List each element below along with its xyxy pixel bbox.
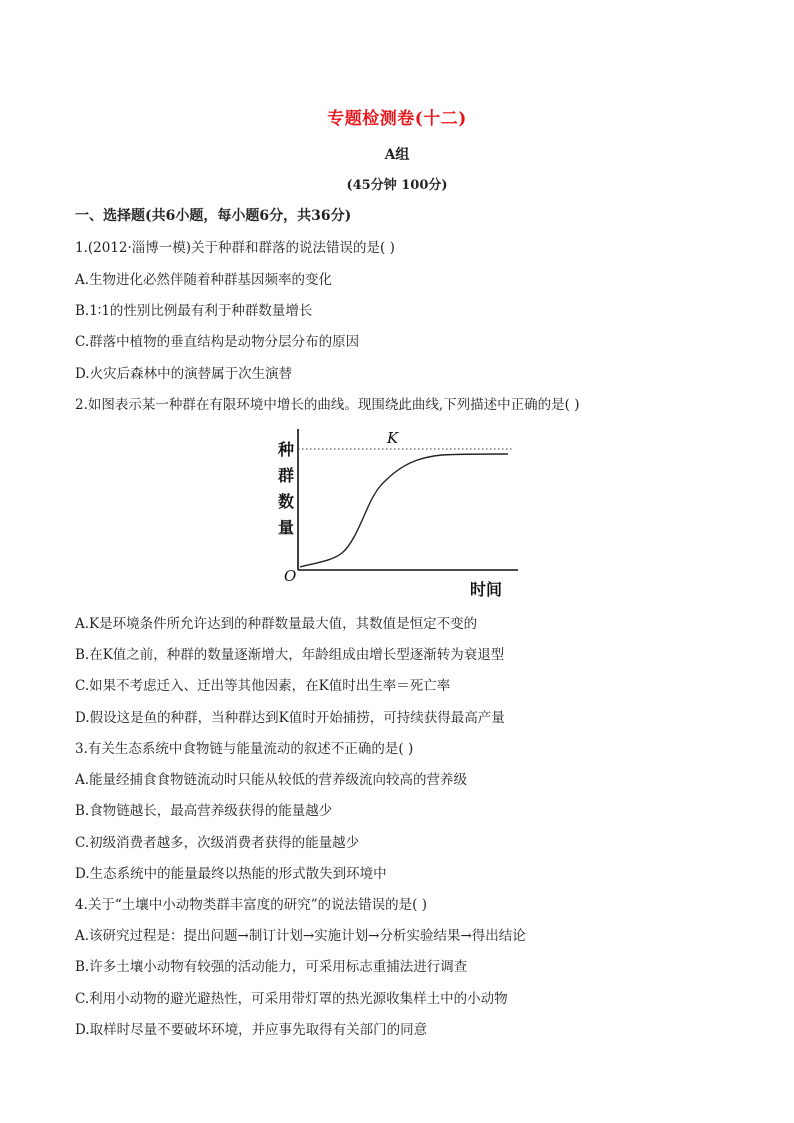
question-3-option-d: D.生态系统中的能量最终以热能的形式散失到环境中 [75, 866, 387, 882]
question-2-option-d: D.假设这是鱼的种群，当种群达到K值时开始捕捞，可持续获得最高产量 [75, 710, 505, 726]
x-axis-label: 时间 [470, 580, 503, 599]
y-axis-label-char: 种 [278, 440, 295, 459]
population-growth-figure [270, 425, 530, 605]
question-1-option-a: A.生物进化必然伴随着种群基因频率的变化 [75, 272, 333, 288]
question-2-option-b: B.在K值之前，种群的数量逐渐增大，年龄组成由增长型逐渐转为衰退型 [75, 647, 505, 663]
section-heading: 一、选择题(共6小题，每小题6分，共36分) [75, 208, 352, 224]
question-3-option-a: A.能量经捕食食物链流动时只能从较低的营养级流向较高的营养级 [75, 772, 468, 788]
origin-label: O [284, 567, 297, 585]
question-4-option-c: C.利用小动物的避光避热性，可采用带灯罩的热光源收集样土中的小动物 [75, 991, 508, 1007]
question-3-option-b: B.食物链越长，最高营养级获得的能量越少 [75, 803, 333, 819]
question-1-option-d: D.火灾后森林中的演替属于次生演替 [75, 366, 293, 382]
question-2-option-c: C.如果不考虑迁入、迁出等其他因素，在K值时出生率＝死亡率 [75, 678, 451, 694]
question-1-stem: 1.(2012·淄博一模)关于种群和群落的说法错误的是( ) [75, 240, 395, 256]
question-4-option-a: A.该研究过程是：提出问题→制订计划→实施计划→分析实验结果→得出结论 [75, 928, 526, 944]
y-axis-label-char: 数 [278, 492, 295, 511]
y-axis-label-char: 量 [278, 518, 295, 537]
question-3-option-c: C.初级消费者越多，次级消费者获得的能量越少 [75, 835, 360, 851]
s-shaped-growth-curve [300, 454, 508, 567]
question-4-option-d: D.取样时尽量不要破坏环境，并应事先取得有关部门的同意 [75, 1022, 428, 1038]
question-2-stem: 2.如图表示某一种群在有限环境中增长的曲线。现围绕此曲线,下列描述中正确的是( ) [75, 397, 580, 413]
question-4-option-b: B.许多土壤小动物有较强的活动能力，可采用标志重捕法进行调查 [75, 959, 468, 975]
question-3-stem: 3.有关生态系统中食物链与能量流动的叙述不正确的是( ) [75, 741, 414, 757]
question-4-stem: 4.关于“土壤中小动物类群丰富度的研究”的说法错误的是( ) [75, 897, 428, 913]
question-2-option-a: A.K是环境条件所允许达到的种群数量最大值，其数值是恒定不变的 [75, 616, 478, 632]
question-1-option-b: B.1∶1的性别比例最有利于种群数量增长 [75, 303, 313, 319]
time-score-label: (45分钟 100分) [346, 178, 448, 193]
k-label: K [387, 429, 399, 447]
document-title: 专题检测卷(十二) [327, 109, 467, 129]
question-1-option-c: C.群落中植物的垂直结构是动物分层分布的原因 [75, 334, 360, 350]
y-axis-label-char: 群 [278, 466, 295, 485]
group-label: A组 [384, 147, 410, 163]
